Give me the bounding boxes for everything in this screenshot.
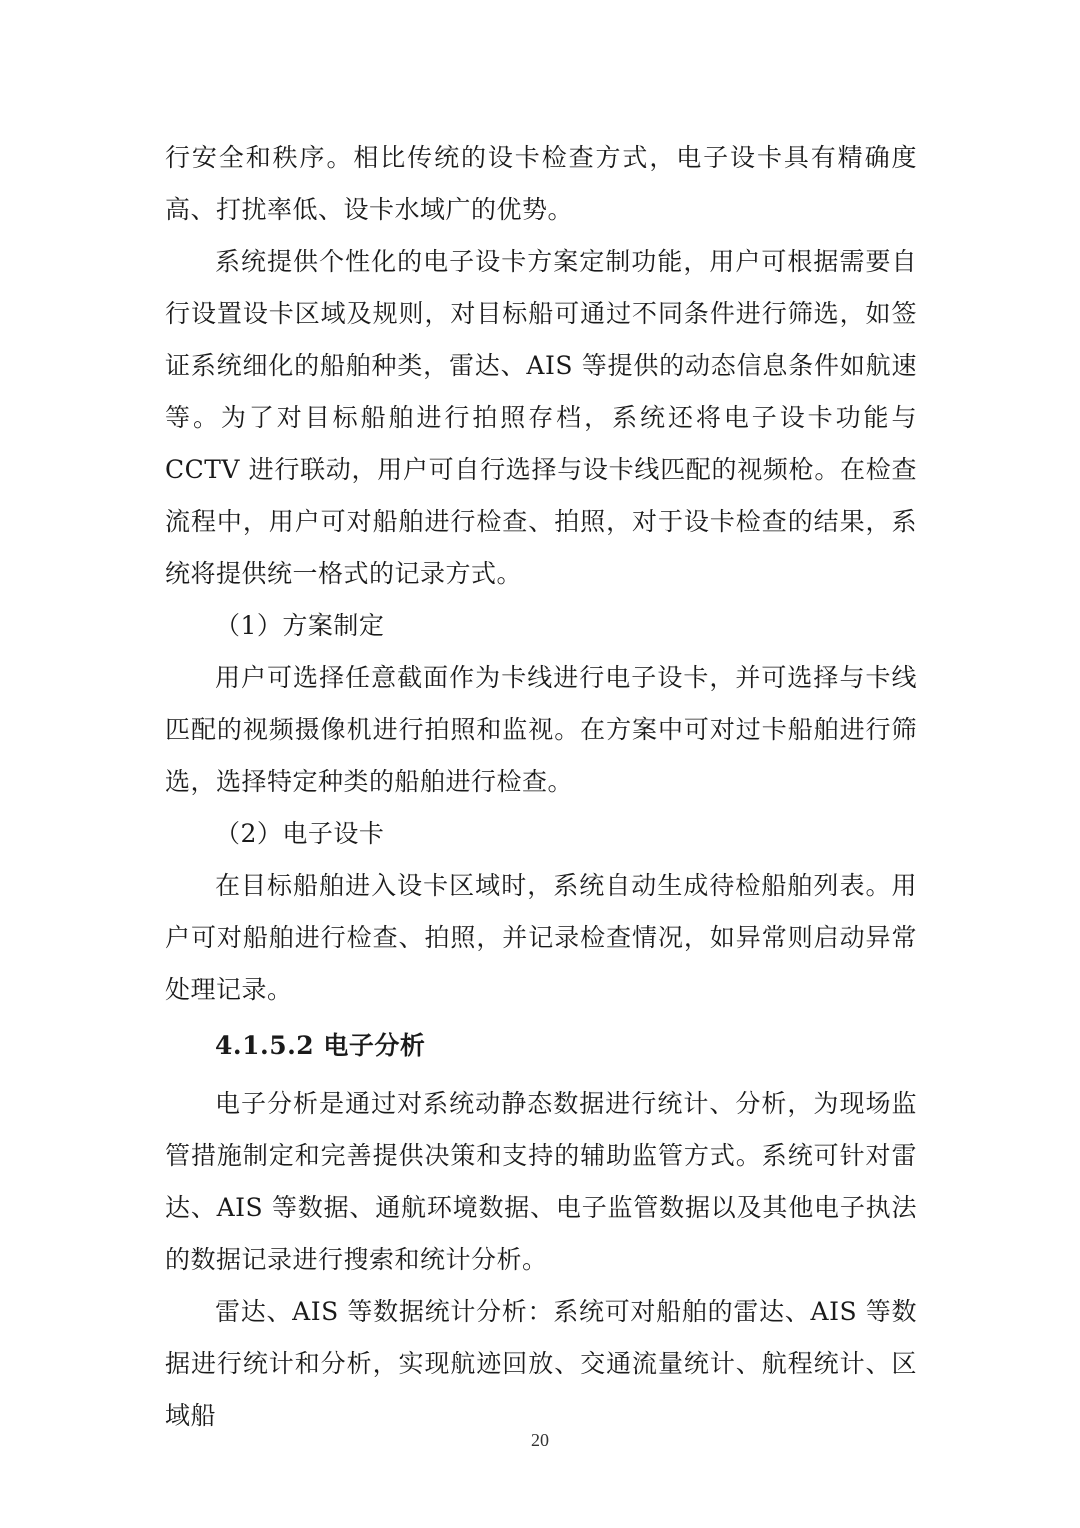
subheading-electronic-checkpoint: （2）电子设卡 — [215, 819, 385, 848]
paragraph-plan-formulation: 用户可选择任意截面作为卡线进行电子设卡，并可选择与卡线匹配的视频摄像机进行拍照和监视。在方案中可对过卡船舶进行筛选，选择特定种类的船舶进行检查。 — [165, 663, 917, 796]
subheading-plan-formulation: （1）方案制定 — [215, 611, 385, 640]
paragraph-system-customization: 系统提供个性化的电子设卡方案定制功能，用户可根据需要自行设置设卡区域及规则，对目标船可通过不同条件进行筛选，如签证系统细化的船舶种类，雷达、AIS 等提供的动态信息条件如航速等。为了对目标船舶进行拍照存档，系统还将电子设卡功能与 CCTV 进行联动，用户可自行选择与设卡线匹配的视频枪。在检查流程中，用户可对船舶进行检查、拍照，对于设卡检查的结果，系统将提供统一格式的记录方式。 — [165, 247, 917, 588]
paragraph-electronic-checkpoint: 在目标船舶进入设卡区域时，系统自动生成待检船舶列表。用户可对船舶进行检查、拍照，并记录检查情况，如异常则启动异常处理记录。 — [165, 871, 917, 1004]
section-heading-electronic-analysis: 4.1.5.2 电子分析 — [215, 1031, 426, 1060]
paragraph-continuation: 行安全和秩序。相比传统的设卡检查方式，电子设卡具有精确度高、打扰率低、设卡水域广的优势。 — [165, 143, 917, 224]
paragraph-electronic-analysis: 电子分析是通过对系统动静态数据进行统计、分析，为现场监管措施制定和完善提供决策和支持的辅助监管方式。系统可针对雷达、AIS 等数据、通航环境数据、电子监管数据以及其他电子执法的数据记录进行搜索和统计分析。 — [165, 1089, 917, 1274]
paragraph-radar-ais-analysis: 雷达、AIS 等数据统计分析：系统可对船舶的雷达、AIS 等数据进行统计和分析，实现航迹回放、交通流量统计、航程统计、区域船 — [165, 1297, 917, 1430]
page-number: 20 — [531, 1430, 549, 1450]
